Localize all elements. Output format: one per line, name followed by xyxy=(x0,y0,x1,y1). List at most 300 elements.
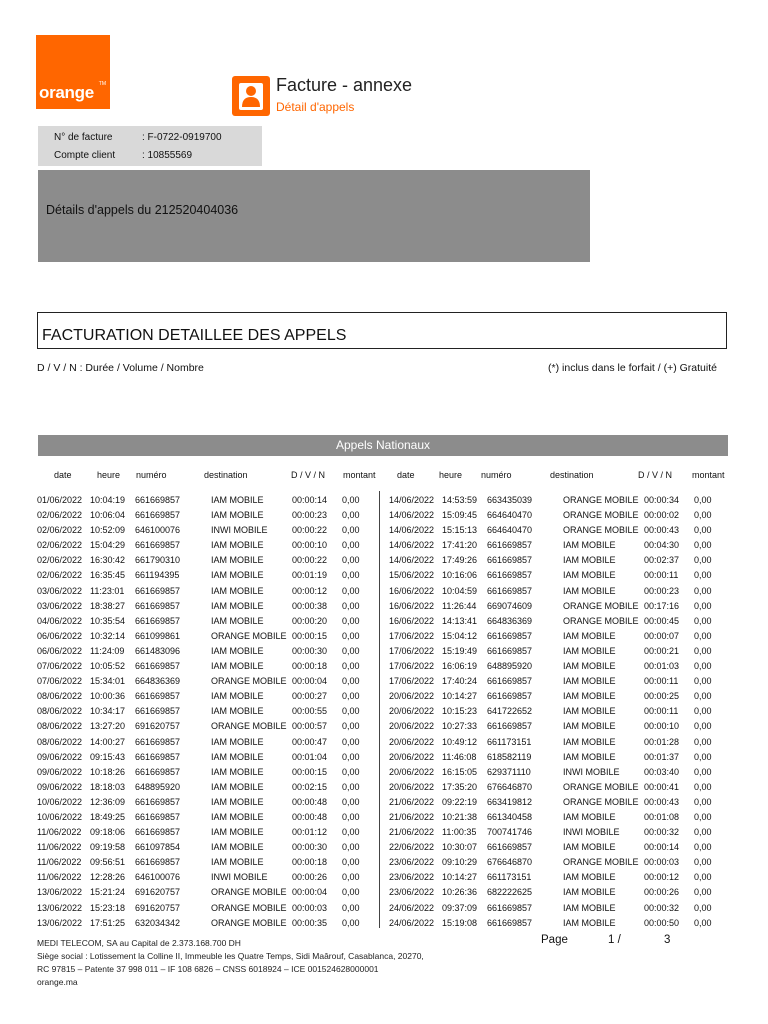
cell-date: 17/06/2022 xyxy=(389,645,435,656)
cell-number: 629371110 xyxy=(487,766,531,777)
cell-duration: 00:00:23 xyxy=(644,585,680,596)
cell-destination: ORANGE MOBILE xyxy=(211,887,287,898)
cell-duration: 00:00:25 xyxy=(644,691,680,702)
user-icon xyxy=(232,76,270,116)
column-divider xyxy=(379,491,380,928)
cell-time: 10:04:59 xyxy=(442,585,478,596)
cell-destination: ORANGE MOBILE xyxy=(563,495,639,505)
cell-destination: IAM MOBILE xyxy=(211,811,264,822)
cell-amount: 0,00 xyxy=(342,676,360,687)
cell-date: 09/06/2022 xyxy=(37,766,83,777)
cell-destination: IAM MOBILE xyxy=(211,781,264,792)
cell-duration: 00:00:12 xyxy=(292,585,328,596)
cell-duration: 00:00:30 xyxy=(292,645,328,656)
cell-amount: 0,00 xyxy=(694,495,712,505)
cell-time: 17:41:20 xyxy=(442,540,478,551)
cell-destination: ORANGE MOBILE xyxy=(563,615,639,626)
client-account-label: Compte client xyxy=(54,150,116,161)
cell-time: 09:37:09 xyxy=(442,902,478,913)
cell-number: 661173151 xyxy=(487,736,532,747)
column-header-dvn: D / V / N xyxy=(291,470,326,480)
cell-duration: 00:00:04 xyxy=(292,887,328,898)
cell-destination: IAM MOBILE xyxy=(211,555,264,566)
cell-time: 10:49:12 xyxy=(442,736,478,747)
cell-number: 676646870 xyxy=(487,857,533,868)
cell-number: 661340458 xyxy=(487,811,533,822)
cell-destination: ORANGE MOBILE xyxy=(211,721,287,732)
cell-date: 20/06/2022 xyxy=(389,691,435,702)
cell-amount: 0,00 xyxy=(342,570,360,581)
cell-date: 16/06/2022 xyxy=(389,585,435,596)
cell-destination: IAM MOBILE xyxy=(563,887,616,898)
cell-duration: 00:00:03 xyxy=(292,902,328,913)
cell-duration: 00:00:57 xyxy=(292,721,328,732)
cell-date: 14/06/2022 xyxy=(389,495,435,505)
cell-duration: 00:00:55 xyxy=(292,706,328,717)
cell-time: 10:35:54 xyxy=(90,615,126,626)
cell-time: 10:04:19 xyxy=(90,495,126,505)
cell-amount: 0,00 xyxy=(342,706,360,717)
cell-time: 09:15:43 xyxy=(90,751,126,762)
cell-amount: 0,00 xyxy=(694,615,712,626)
cell-date: 04/06/2022 xyxy=(37,615,83,626)
cell-amount: 0,00 xyxy=(342,691,360,702)
cell-amount: 0,00 xyxy=(342,645,360,656)
cell-amount: 0,00 xyxy=(694,721,712,732)
cell-number: 646100076 xyxy=(135,525,181,536)
cell-destination: ORANGE MOBILE xyxy=(211,676,287,687)
cell-destination: IAM MOBILE xyxy=(563,540,616,551)
cell-destination: ORANGE MOBILE xyxy=(563,857,639,868)
cell-number: 682222625 xyxy=(487,887,533,898)
cell-destination: IAM MOBILE xyxy=(211,585,264,596)
cell-date: 14/06/2022 xyxy=(389,555,435,566)
cell-amount: 0,00 xyxy=(694,811,712,822)
cell-amount: 0,00 xyxy=(342,525,360,536)
cell-number: 661173151 xyxy=(487,872,532,883)
cell-time: 10:15:23 xyxy=(442,706,478,717)
cell-time: 16:15:05 xyxy=(442,766,478,777)
details-heading: Détails d'appels du 212520404036 xyxy=(46,203,239,217)
cell-destination: IAM MOBILE xyxy=(563,585,616,596)
cell-duration: 00:00:11 xyxy=(644,706,679,717)
cell-destination: IAM MOBILE xyxy=(211,645,264,656)
cell-time: 16:30:42 xyxy=(90,555,126,566)
cell-date: 02/06/2022 xyxy=(37,510,83,521)
cell-destination: INWI MOBILE xyxy=(563,827,620,838)
section-title-box xyxy=(37,312,727,349)
cell-date: 08/06/2022 xyxy=(37,721,83,732)
cell-amount: 0,00 xyxy=(694,796,712,807)
cell-time: 10:14:27 xyxy=(442,691,478,702)
cell-duration: 00:00:14 xyxy=(292,495,328,505)
cell-duration: 00:00:35 xyxy=(292,917,328,928)
column-header-heure: heure xyxy=(97,470,121,480)
cell-number: 661790310 xyxy=(135,555,181,566)
cell-number: 661099861 xyxy=(135,630,181,641)
cell-destination: IAM MOBILE xyxy=(211,766,264,777)
cell-destination: IAM MOBILE xyxy=(563,751,616,762)
cell-duration: 00:00:18 xyxy=(292,857,328,868)
cell-number: 661669857 xyxy=(135,691,181,702)
cell-number: 661669857 xyxy=(135,510,181,521)
cell-amount: 0,00 xyxy=(694,570,712,581)
cell-date: 10/06/2022 xyxy=(37,811,83,822)
cell-destination: ORANGE MOBILE xyxy=(211,902,287,913)
cell-destination: IAM MOBILE xyxy=(563,555,616,566)
cell-number: 691620757 xyxy=(135,887,181,898)
table-title-bar: Appels Nationaux xyxy=(38,435,728,456)
cell-amount: 0,00 xyxy=(342,721,360,732)
cell-time: 15:34:01 xyxy=(90,676,126,687)
cell-date: 23/06/2022 xyxy=(389,857,435,868)
cell-time: 11:00:35 xyxy=(442,827,477,838)
legend-abbreviations: D / V / N : Durée / Volume / Nombre xyxy=(37,362,204,374)
cell-duration: 00:02:37 xyxy=(644,555,680,566)
cell-date: 09/06/2022 xyxy=(37,751,83,762)
cell-duration: 00:00:38 xyxy=(292,600,328,611)
cell-destination: INWI MOBILE xyxy=(211,525,268,536)
cell-duration: 00:00:02 xyxy=(644,510,680,521)
cell-destination: IAM MOBILE xyxy=(211,736,264,747)
cell-time: 10:14:27 xyxy=(442,872,478,883)
cell-time: 18:38:27 xyxy=(90,600,126,611)
trademark-mark: TM xyxy=(98,81,106,87)
cell-date: 01/06/2022 xyxy=(37,495,83,505)
page-total: 3 xyxy=(664,934,671,946)
cell-destination: IAM MOBILE xyxy=(211,796,264,807)
cell-duration: 00:01:08 xyxy=(644,811,680,822)
cell-number: 661669857 xyxy=(135,796,181,807)
cell-duration: 00:01:12 xyxy=(292,827,328,838)
cell-date: 10/06/2022 xyxy=(37,796,83,807)
cell-time: 18:18:03 xyxy=(90,781,126,792)
cell-amount: 0,00 xyxy=(694,661,712,672)
cell-time: 12:28:26 xyxy=(90,872,126,883)
cell-duration: 00:00:12 xyxy=(644,872,680,883)
cell-amount: 0,00 xyxy=(694,676,712,687)
cell-time: 10:16:06 xyxy=(442,570,478,581)
cell-number: 661097854 xyxy=(135,842,181,853)
cell-destination: IAM MOBILE xyxy=(563,661,616,672)
cell-date: 21/06/2022 xyxy=(389,811,435,822)
cell-time: 09:56:51 xyxy=(90,857,126,868)
cell-number: 661669857 xyxy=(487,570,533,581)
cell-number: 618582119 xyxy=(487,751,532,762)
cell-duration: 00:00:26 xyxy=(292,872,328,883)
cell-amount: 0,00 xyxy=(342,736,360,747)
cell-date: 13/06/2022 xyxy=(37,917,83,928)
column-header-numero: numéro xyxy=(136,470,167,480)
cell-number: 664836369 xyxy=(135,676,181,687)
cell-date: 14/06/2022 xyxy=(389,540,435,551)
cell-date: 20/06/2022 xyxy=(389,736,435,747)
cell-date: 16/06/2022 xyxy=(389,615,435,626)
cell-number: 661669857 xyxy=(135,615,181,626)
cell-amount: 0,00 xyxy=(694,585,712,596)
cell-duration: 00:00:34 xyxy=(644,495,680,505)
cell-number: 664640470 xyxy=(487,525,533,536)
cell-amount: 0,00 xyxy=(694,510,712,521)
cell-date: 16/06/2022 xyxy=(389,600,435,611)
cell-time: 15:04:29 xyxy=(90,540,126,551)
cell-amount: 0,00 xyxy=(694,887,712,898)
cell-duration: 00:00:15 xyxy=(292,766,328,777)
cell-amount: 0,00 xyxy=(694,781,712,792)
cell-time: 17:35:20 xyxy=(442,781,478,792)
cell-time: 15:19:08 xyxy=(442,917,478,928)
cell-destination: IAM MOBILE xyxy=(563,842,616,853)
footer-company: MEDI TELECOM, SA au Capital de 2.373.168.700 DH xyxy=(37,938,241,948)
cell-amount: 0,00 xyxy=(694,645,712,656)
cell-amount: 0,00 xyxy=(342,872,360,883)
cell-duration: 00:00:47 xyxy=(292,736,328,747)
cell-date: 07/06/2022 xyxy=(37,676,83,687)
page-current: 1 / xyxy=(608,934,621,946)
cell-destination: IAM MOBILE xyxy=(211,857,264,868)
cell-duration: 00:01:37 xyxy=(644,751,680,762)
cell-time: 14:13:41 xyxy=(442,615,478,626)
cell-time: 18:49:25 xyxy=(90,811,126,822)
cell-amount: 0,00 xyxy=(694,917,712,928)
cell-date: 02/06/2022 xyxy=(37,555,83,566)
cell-number: 664640470 xyxy=(487,510,533,521)
cell-date: 20/06/2022 xyxy=(389,766,435,777)
section-title: FACTURATION DETAILLEE DES APPELS xyxy=(42,327,347,344)
cell-number: 646100076 xyxy=(135,872,181,883)
cell-time: 10:06:04 xyxy=(90,510,126,521)
cell-date: 21/06/2022 xyxy=(389,827,435,838)
cell-time: 14:53:59 xyxy=(442,495,478,505)
cell-time: 16:35:45 xyxy=(90,570,126,581)
cell-destination: IAM MOBILE xyxy=(563,872,616,883)
cell-number: 661483096 xyxy=(135,645,181,656)
cell-time: 10:26:36 xyxy=(442,887,478,898)
cell-number: 661669857 xyxy=(487,842,533,853)
cell-destination: ORANGE MOBILE xyxy=(563,510,639,521)
cell-number: 661669857 xyxy=(487,691,533,702)
cell-amount: 0,00 xyxy=(342,510,360,521)
invoice-number-label: N° de facture xyxy=(54,132,113,143)
cell-destination: IAM MOBILE xyxy=(563,736,616,747)
cell-amount: 0,00 xyxy=(342,555,360,566)
logo-text: orange xyxy=(39,83,94,102)
cell-date: 20/06/2022 xyxy=(389,721,435,732)
cell-amount: 0,00 xyxy=(694,872,712,883)
client-account-value: : 10855569 xyxy=(142,150,193,161)
cell-destination: ORANGE MOBILE xyxy=(563,600,639,611)
cell-duration: 00:00:45 xyxy=(644,615,680,626)
cell-number: 661669857 xyxy=(135,585,181,596)
page-label: Page xyxy=(541,934,568,946)
cell-destination: IAM MOBILE xyxy=(563,917,616,928)
footer-registration: RC 97815 – Patente 37 998 011 – IF 108 6826 – CNSS 6018924 – ICE 001524628000001 xyxy=(37,964,379,974)
cell-time: 11:46:08 xyxy=(442,751,477,762)
cell-duration: 00:00:21 xyxy=(644,645,680,656)
cell-number: 669074609 xyxy=(487,600,533,611)
cell-number: 661669857 xyxy=(487,645,533,656)
cell-date: 11/06/2022 xyxy=(37,872,82,883)
cell-duration: 00:00:23 xyxy=(292,510,328,521)
cell-time: 09:19:58 xyxy=(90,842,126,853)
cell-number: 661194395 xyxy=(135,570,180,581)
cell-destination: IAM MOBILE xyxy=(563,706,616,717)
footer-address: Siège social : Lotissement la Colline II, Immeuble les Quatre Temps, Sidi Maârouf, Casablanca, 20270, xyxy=(37,951,424,961)
cell-amount: 0,00 xyxy=(342,902,360,913)
cell-time: 10:18:26 xyxy=(90,766,126,777)
cell-time: 10:05:52 xyxy=(90,661,126,672)
cell-duration: 00:03:40 xyxy=(644,766,680,777)
cell-amount: 0,00 xyxy=(694,842,712,853)
cell-duration: 00:00:32 xyxy=(644,827,680,838)
cell-date: 23/06/2022 xyxy=(389,887,435,898)
cell-number: 691620757 xyxy=(135,902,181,913)
cell-time: 14:00:27 xyxy=(90,736,126,747)
cell-destination: IAM MOBILE xyxy=(563,811,616,822)
cell-date: 17/06/2022 xyxy=(389,630,435,641)
cell-destination: IAM MOBILE xyxy=(563,676,616,687)
cell-duration: 00:00:43 xyxy=(644,525,680,536)
cell-duration: 00:00:30 xyxy=(292,842,328,853)
cell-time: 15:21:24 xyxy=(90,887,126,898)
footer-website: orange.ma xyxy=(37,977,78,987)
column-header-heure: heure xyxy=(439,470,463,480)
cell-destination: IAM MOBILE xyxy=(211,751,264,762)
cell-duration: 00:00:11 xyxy=(644,676,679,687)
cell-time: 10:32:14 xyxy=(90,630,126,641)
page-title: Facture - annexe xyxy=(276,75,413,95)
cell-duration: 00:01:28 xyxy=(644,736,680,747)
cell-date: 13/06/2022 xyxy=(37,902,83,913)
cell-date: 11/06/2022 xyxy=(37,827,82,838)
cell-date: 11/06/2022 xyxy=(37,842,82,853)
cell-date: 17/06/2022 xyxy=(389,676,435,687)
cell-destination: IAM MOBILE xyxy=(211,615,264,626)
cell-date: 15/06/2022 xyxy=(389,570,435,581)
cell-time: 15:23:18 xyxy=(90,902,126,913)
column-header-montant: montant xyxy=(692,470,725,480)
cell-amount: 0,00 xyxy=(694,706,712,717)
cell-time: 10:30:07 xyxy=(442,842,478,853)
cell-destination: ORANGE MOBILE xyxy=(563,781,639,792)
cell-date: 24/06/2022 xyxy=(389,902,435,913)
cell-number: 661669857 xyxy=(135,495,181,505)
cell-duration: 00:00:26 xyxy=(644,887,680,898)
cell-amount: 0,00 xyxy=(694,630,712,641)
cell-destination: IAM MOBILE xyxy=(563,645,616,656)
cell-amount: 0,00 xyxy=(342,917,360,928)
cell-destination: IAM MOBILE xyxy=(211,510,264,521)
cell-date: 11/06/2022 xyxy=(37,857,82,868)
cell-amount: 0,00 xyxy=(694,902,712,913)
cell-destination: IAM MOBILE xyxy=(563,691,616,702)
cell-duration: 00:00:18 xyxy=(292,661,328,672)
cell-destination: IAM MOBILE xyxy=(211,842,264,853)
column-header-date: date xyxy=(397,470,415,480)
cell-date: 09/06/2022 xyxy=(37,781,83,792)
cell-number: 663419812 xyxy=(487,796,533,807)
cell-number: 676646870 xyxy=(487,781,533,792)
cell-date: 17/06/2022 xyxy=(389,661,435,672)
cell-duration: 00:02:15 xyxy=(292,781,328,792)
cell-destination: ORANGE MOBILE xyxy=(563,525,639,536)
cell-number: 661669857 xyxy=(487,917,533,928)
cell-time: 11:26:44 xyxy=(442,600,477,611)
cell-duration: 00:00:07 xyxy=(644,630,680,641)
invoice-info-box xyxy=(38,126,262,166)
cell-duration: 00:00:04 xyxy=(292,676,328,687)
cell-time: 10:34:17 xyxy=(90,706,126,717)
cell-time: 10:52:09 xyxy=(90,525,126,536)
cell-number: 661669857 xyxy=(135,706,181,717)
cell-amount: 0,00 xyxy=(342,796,360,807)
cell-date: 02/06/2022 xyxy=(37,525,83,536)
cell-number: 661669857 xyxy=(135,857,181,868)
cell-destination: IAM MOBILE xyxy=(563,630,616,641)
cell-amount: 0,00 xyxy=(342,887,360,898)
cell-time: 10:00:36 xyxy=(90,691,126,702)
cell-number: 661669857 xyxy=(487,630,533,641)
cell-number: 700741746 xyxy=(487,827,533,838)
cell-duration: 00:17:16 xyxy=(644,600,680,611)
cell-amount: 0,00 xyxy=(342,600,360,611)
cell-destination: INWI MOBILE xyxy=(563,766,620,777)
cell-time: 15:09:45 xyxy=(442,510,478,521)
cell-number: 661669857 xyxy=(135,661,181,672)
legend-symbols: (*) inclus dans le forfait / (+) Gratuité xyxy=(548,362,717,374)
cell-date: 06/06/2022 xyxy=(37,630,83,641)
cell-number: 661669857 xyxy=(135,811,181,822)
cell-number: 641722652 xyxy=(487,706,533,717)
cell-duration: 00:00:20 xyxy=(292,615,328,626)
cell-duration: 00:00:22 xyxy=(292,525,328,536)
cell-amount: 0,00 xyxy=(342,766,360,777)
cell-destination: IAM MOBILE xyxy=(211,706,264,717)
cell-amount: 0,00 xyxy=(342,827,360,838)
cell-duration: 00:00:15 xyxy=(292,630,328,641)
cell-amount: 0,00 xyxy=(694,555,712,566)
cell-amount: 0,00 xyxy=(694,540,712,551)
cell-time: 09:18:06 xyxy=(90,827,126,838)
cell-number: 661669857 xyxy=(487,585,533,596)
cell-number: 661669857 xyxy=(487,540,533,551)
cell-amount: 0,00 xyxy=(694,691,712,702)
cell-amount: 0,00 xyxy=(694,600,712,611)
cell-amount: 0,00 xyxy=(694,525,712,536)
cell-time: 17:49:26 xyxy=(442,555,478,566)
cell-amount: 0,00 xyxy=(694,857,712,868)
cell-date: 20/06/2022 xyxy=(389,706,435,717)
cell-amount: 0,00 xyxy=(342,495,360,505)
cell-duration: 00:00:11 xyxy=(644,570,679,581)
cell-time: 15:15:13 xyxy=(442,525,478,536)
cell-destination: IAM MOBILE xyxy=(211,540,264,551)
cell-number: 661669857 xyxy=(487,902,533,913)
column-header-numero: numéro xyxy=(481,470,512,480)
cell-duration: 00:01:03 xyxy=(644,661,680,672)
cell-destination: IAM MOBILE xyxy=(211,600,264,611)
column-header-dvn: D / V / N xyxy=(638,470,673,480)
cell-number: 691620757 xyxy=(135,721,181,732)
cell-number: 661669857 xyxy=(487,555,533,566)
cell-amount: 0,00 xyxy=(342,857,360,868)
cell-date: 13/06/2022 xyxy=(37,887,83,898)
cell-number: 661669857 xyxy=(135,751,181,762)
orange-logo xyxy=(36,35,110,109)
cell-duration: 00:00:27 xyxy=(292,691,328,702)
cell-number: 661669857 xyxy=(135,766,181,777)
cell-amount: 0,00 xyxy=(694,827,712,838)
